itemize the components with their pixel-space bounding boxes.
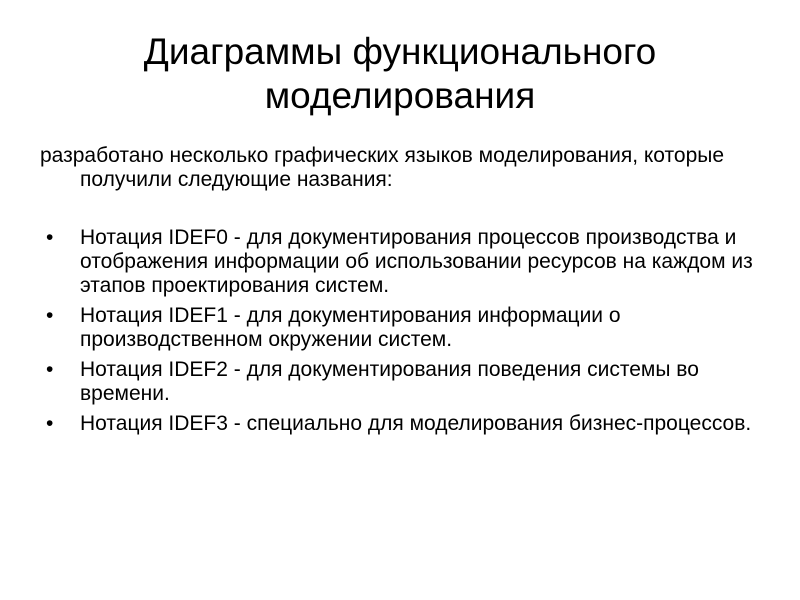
bullet-text: Нотация IDEF0 - для документирования процессов производства и отображения информации об использовании ресурсов на каждом из этапов проектирования систем. — [80, 226, 753, 297]
bullet-item-idef0 — [40, 226, 760, 298]
bullet-icon: • — [46, 304, 54, 327]
intro-paragraph: разработано несколько графических языков моделирования, которые получили следующие названия: — [40, 144, 725, 191]
bullet-text: Нотация IDEF3 - специально для моделирования бизнес-процессов. — [80, 412, 752, 435]
slide-title: Диаграммы функционального моделирования — [143, 31, 657, 116]
bullet-item-idef3 — [40, 412, 760, 436]
bullet-icon: • — [46, 226, 54, 249]
bullet-item-idef1 — [40, 304, 760, 352]
bullet-text: Нотация IDEF2 - для документирования поведения системы во времени. — [80, 358, 699, 405]
bullet-text: Нотация IDEF1 - для документирования информации о производственном окружении систем. — [80, 304, 621, 351]
bullet-icon: • — [46, 412, 54, 435]
bullet-list — [40, 226, 760, 442]
bullet-item-idef2 — [40, 358, 760, 406]
bullet-icon: • — [46, 358, 54, 381]
